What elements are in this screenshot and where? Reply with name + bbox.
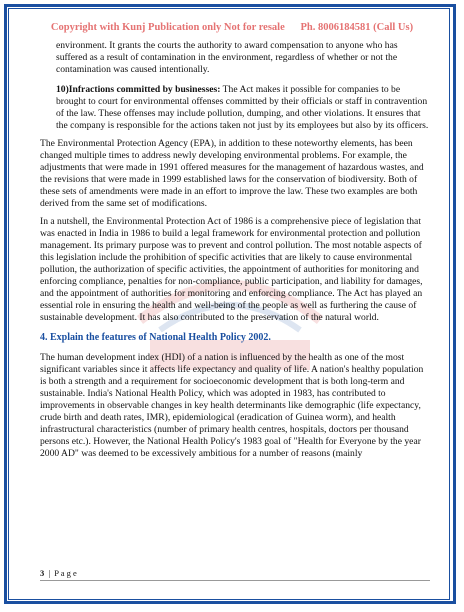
copyright-header bbox=[0, 22, 464, 33]
list-item-text: The Act makes it possible for companies to be brought to court for environmental offenses committed by their officials or staff in contravention of the law. These offenses may include pollution, dumping, and other violations. It ensures that the company is responsible for the actions taken not just by its employees but also by its officers. bbox=[56, 84, 429, 131]
list-item-title: Infractions committed by businesses: bbox=[68, 84, 221, 95]
footer-separator: | bbox=[48, 568, 51, 578]
page-footer bbox=[40, 568, 430, 578]
page-number: 3 bbox=[40, 568, 45, 578]
page-label: P a g e bbox=[54, 568, 77, 578]
footer-rule bbox=[40, 580, 430, 581]
list-item-10 bbox=[40, 84, 430, 132]
paragraph-epa: The Environmental Protection Agency (EPA), in addition to these noteworthy elements, has been changed multiple times to address newly developing environmental problems. For example, the adjustments that were made in 1991 offered measures for the management of hazardous wastes, and the revisions that were made in 1999 established laws for the conservation of biodiversity. Both of these sets of amendments were made in an effort to improve the law. These two examples are both derived from the same set of modifications. bbox=[40, 138, 424, 209]
copyright-text: Copyright with Kunj Publication only Not for resale bbox=[50, 22, 285, 33]
list-item-number: 10) bbox=[56, 84, 69, 95]
document-body bbox=[40, 40, 430, 466]
phone-text: Ph. 8006184581 (Call Us) bbox=[300, 22, 414, 33]
section-heading: 4. Explain the features of National Health Policy 2002. bbox=[40, 332, 271, 343]
paragraph-hdi: The human development index (HDI) of a nation is influenced by the health as one of the most significant variables since it affects life expectancy and quality of life. A nation's healthy population is both a strength and a requirement for socioeconomic development that is both long-term and sustainable. India's National Health Policy, which was adopted in 1983, has contributed to improvements in observable changes in key health determinants like demographic (life expectancy, crude birth and death rates, IMR), epidemiological (eradication of Guinea worm), and health infrastructural characteristics (number of primary health centres, hospitals, doctors per thousand persons etc.). However, the National Health Policy's 1983 goal of "Health for Everyone by the year 2000 AD" was deemed to be excessively ambitious for a number of reasons (mainly bbox=[40, 352, 424, 459]
paragraph-continuation: environment. It grants the courts the authority to award compensation to anyone who has suffered as a result of contamination in the environment, regardless of whether or not the contamination was caused intentionally. bbox=[56, 40, 398, 75]
paragraph-summary: In a nutshell, the Environmental Protection Act of 1986 is a comprehensive piece of legislation that was enacted in India in 1986 to build a legal framework for environmental protection and pollution management. Its primary purpose was to prevent and control pollution. The most notable aspects of this legislation include the prohibition of specific activities that are likely to cause environmental pollution, the authorization of specific activities, the appointment of authorities for monitoring and enforcing compliance, penalties for non-compliance, public participation, and liability for damages, and the appointment of authorities for monitoring and enforcing compliance. The Act has played an essential role in ensuring the health and well-being of the people as well as furthering the cause of sustainable development. It has also contributed to the preservation of the natural world. bbox=[40, 216, 423, 323]
